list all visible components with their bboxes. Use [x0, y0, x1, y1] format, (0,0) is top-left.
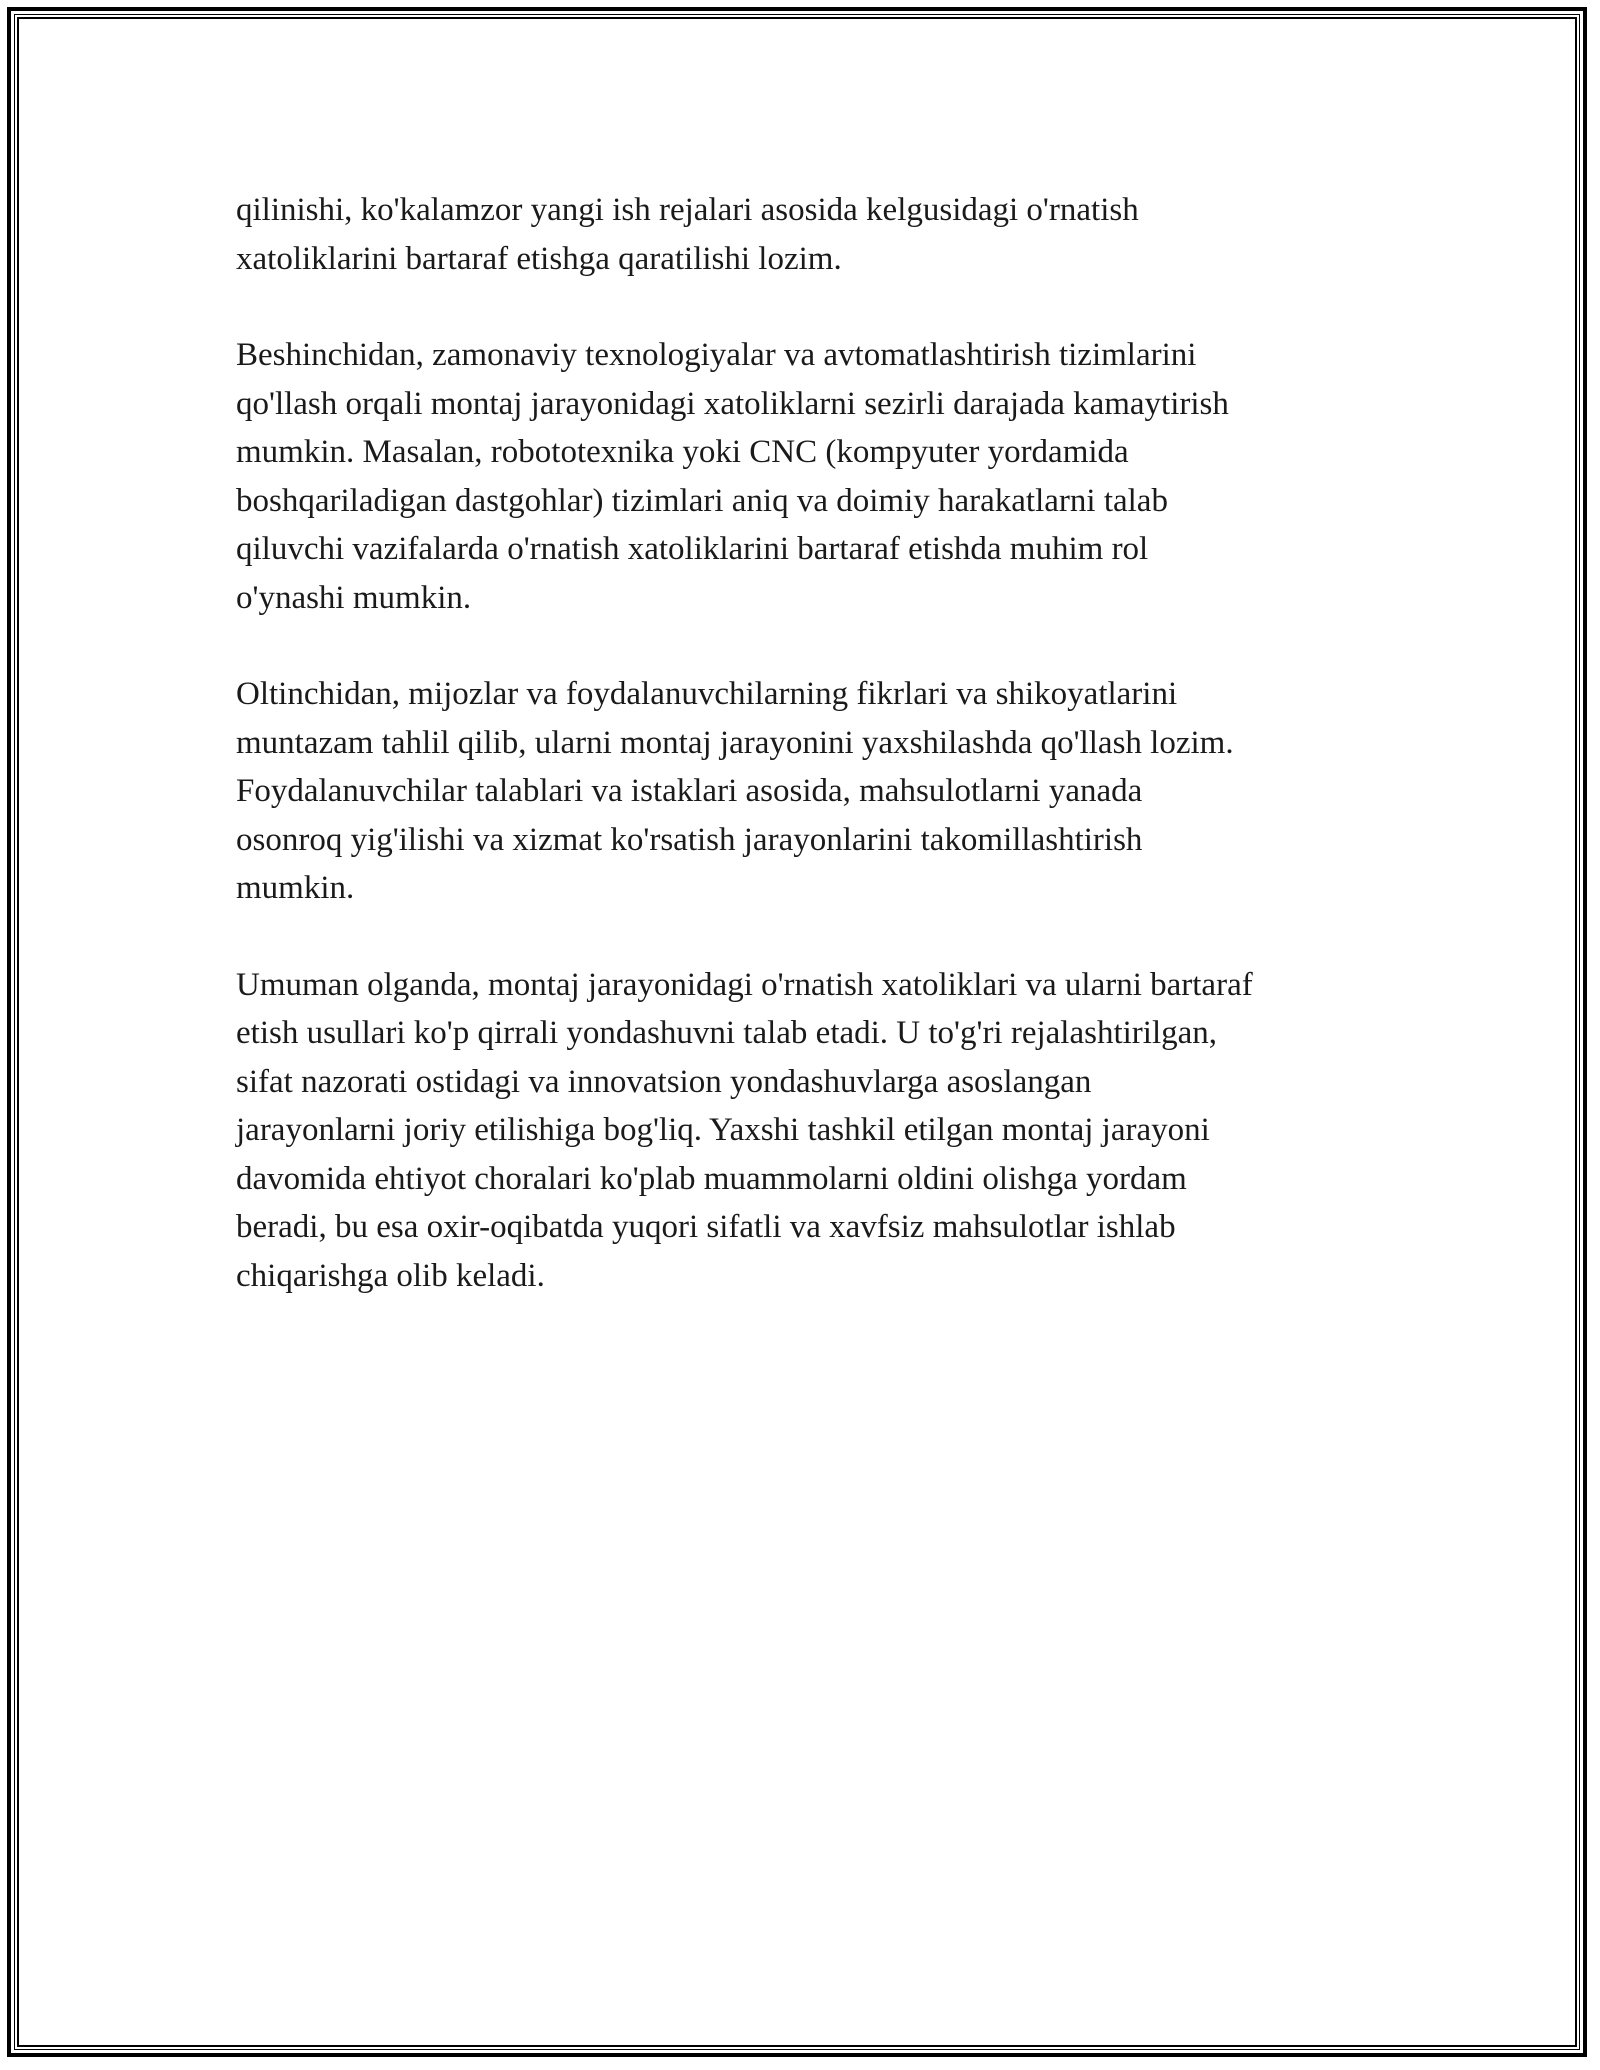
paragraph-line: Umuman olganda, montaj jarayonidagi o'rnatish xatoliklari va ularni bartaraf	[236, 966, 1253, 1003]
paragraph-line: qilinishi, ko'kalamzor yangi ish rejalari asosida kelgusidagi o'rnatish	[236, 192, 1139, 228]
paragraph-line: muntazam tahlil qilib, ularni montaj jarayonini yaxshilashda qo'llash lozim.	[236, 724, 1234, 761]
paragraph-line: xatoliklarini bartaraf etishga qaratilishi lozim.	[236, 240, 842, 277]
paragraph-line: o'ynashi mumkin.	[236, 579, 472, 616]
paragraph-line: chiqarishga olib keladi.	[236, 1257, 545, 1294]
paragraph-line: osonroq yig'ilishi va xizmat ko'rsatish jarayonlarini takomillashtirish	[236, 821, 1143, 858]
paragraph-line: Beshinchidan, zamonaviy texnologiyalar va avtomatlashtirish tizimlarini	[236, 337, 1197, 373]
paragraph-line: davomida ehtiyot choralari ko'plab muammolarni oldini olishga yordam	[236, 1160, 1187, 1197]
paragraph-line: etish usullari ko'p qirrali yondashuvni talab etadi. U to'g'ri rejalashtirilgan,	[236, 1015, 1218, 1051]
paragraph-line: sifat nazorati ostidagi va innovatsion yondashuvlarga asoslangan	[236, 1063, 1092, 1100]
paragraph-line: qiluvchi vazifalarda o'rnatish xatoliklarini bartaraf etishda muhim rol	[236, 531, 1149, 567]
paragraph-line: jarayonlarni joriy etilishiga bog'liq. Yaxshi tashkil etilgan montaj jarayoni	[236, 1112, 1210, 1148]
paragraph-3	[236, 670, 1376, 913]
paragraph-1	[236, 186, 1376, 283]
paragraph-line: beradi, bu esa oxir-oqibatda yuqori sifatli va xavfsiz mahsulotlar ishlab	[236, 1209, 1176, 1245]
document-body	[236, 186, 1376, 1348]
paragraph-line: Foydalanuvchilar talablari va istaklari asosida, mahsulotlarni yanada	[236, 773, 1143, 809]
paragraph-line: Oltinchidan, mijozlar va foydalanuvchilarning fikrlari va shikoyatlarini	[236, 676, 1178, 712]
paragraph-line: mumkin.	[236, 870, 355, 906]
paragraph-line: qo'llash orqali montaj jarayonidagi xatoliklarni sezirli darajada kamaytirish	[236, 385, 1229, 422]
paragraph-4	[236, 961, 1376, 1301]
paragraph-line: boshqariladigan dastgohlar) tizimlari aniq va doimiy harakatlarni talab	[236, 482, 1168, 519]
paragraph-line: mumkin. Masalan, robototexnika yoki CNC (kompyuter yordamida	[236, 434, 1129, 470]
paragraph-2	[236, 331, 1376, 622]
